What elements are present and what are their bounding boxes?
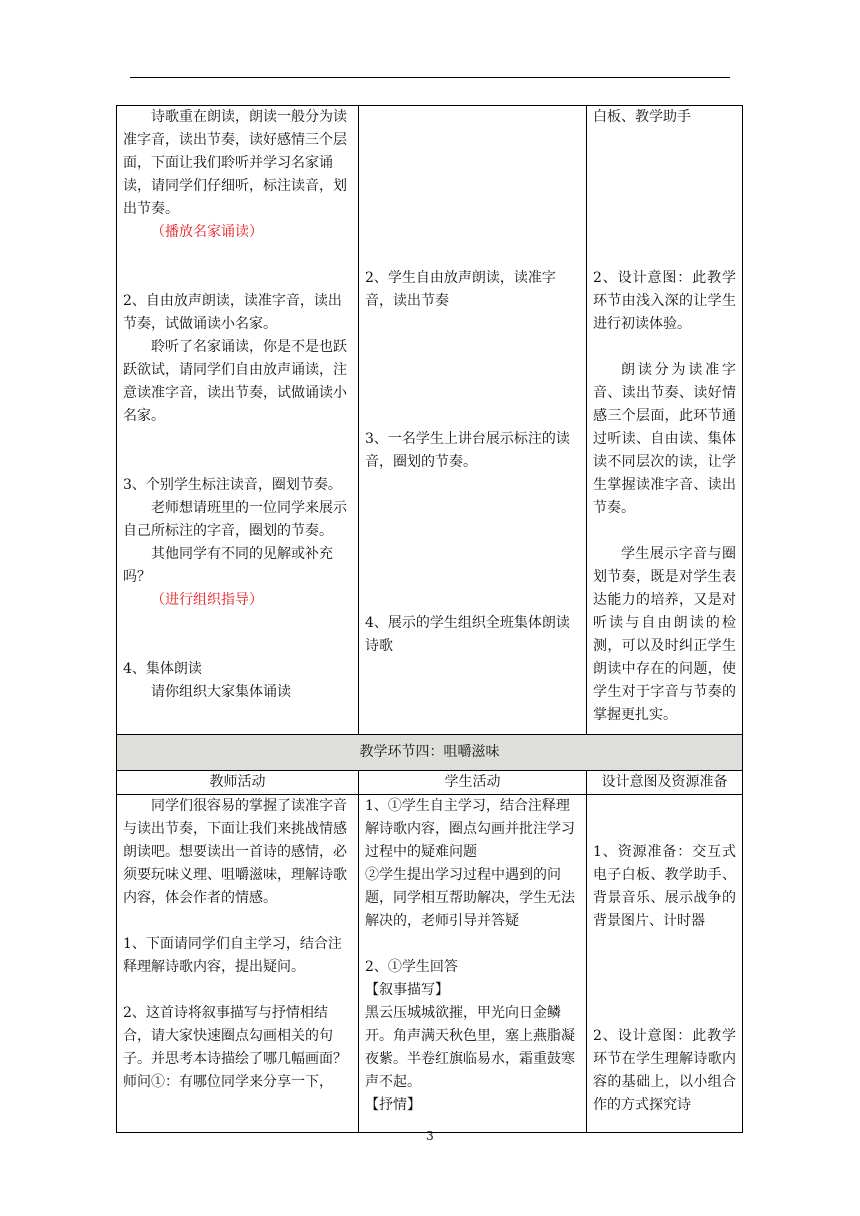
resource-prep: 1、资源准备：交互式电子白板、教学助手、背景音乐、展示战争的背景图片、计时器 <box>593 844 736 929</box>
teacher-step-4: 4、集体朗读 <box>123 661 202 677</box>
teacher-activity-cell <box>117 106 359 735</box>
teacher-paragraph: 请你组织大家集体诵读 <box>151 684 291 700</box>
teacher-step-2: 2、自由放声朗读，读准字音，读出节奏，试做诵读小名家。 <box>123 293 342 332</box>
teacher-paragraph: 其他同学有不同的见解或补充吗？ <box>123 546 333 585</box>
narrative-heading: 【叙事描写】 <box>365 982 449 998</box>
column-header-student: 学生活动 <box>359 771 587 795</box>
design-intent-2: 2、设计意图：此教学环节在学生理解诗歌内容的基础上，以小组合作的方式探究诗 <box>593 1028 736 1113</box>
teacher-note-red: （播放名家诵读） <box>151 224 263 240</box>
table-row <box>117 106 743 735</box>
teacher-paragraph: 老师想请班里的一位同学来展示自己所标注的字音，圈划的节奏。 <box>123 500 347 539</box>
student-step-2: 2、学生自由放声朗读，读准字音，读出节奏 <box>365 270 556 309</box>
teacher-note-red: （进行组织指导） <box>151 592 263 608</box>
student-step-2: 2、①学生回答 <box>365 959 458 975</box>
teacher-question: 师问①：有哪位同学来分享一下， <box>123 1074 333 1090</box>
student-step-3: 3、一名学生上讲台展示标注的读音，圈划的节奏。 <box>365 431 570 470</box>
teacher-activity-cell <box>117 795 359 1133</box>
teacher-step-2: 2、这首诗将叙事描写与抒情相结合，请大家快速圈点勾画相关的句子。并思考本诗描绘了哪几幅画面？ <box>123 1005 347 1067</box>
design-paragraph: 朗读分为读准字音、读出节奏、读好情感三个层面，此环节通过听读、自由读、集体读不同层次的读，让学生掌握读准字音、读出节奏。 <box>593 362 736 516</box>
design-intent-cell <box>587 106 743 735</box>
design-paragraph: 学生展示字音与圈划节奏，既是对学生表达能力的培养，又是对听读与自由朗读的检测，可以及时纠正学生朗读中存在的问题，使学生对于字音与节奏的掌握更扎实。 <box>593 546 736 723</box>
teacher-paragraph: 聆听了名家诵读，你是不是也跃跃欲试，请同学们自由放声诵读，注意读准字音，读出节奏，试做诵读小名家。 <box>123 339 347 424</box>
column-header-teacher: 教师活动 <box>117 771 359 795</box>
student-step-4: 4、展示的学生组织全班集体朗读诗歌 <box>365 615 570 654</box>
student-activity-cell <box>359 795 587 1133</box>
teacher-step-3: 3、个别学生标注读音，圈划节奏。 <box>123 477 342 493</box>
page-number: 3 <box>426 1129 434 1143</box>
resource-text: 白板、教学助手 <box>593 109 691 125</box>
section-title-row <box>117 735 743 771</box>
section-title: 教学环节四：咀嚼滋味 <box>117 735 743 771</box>
student-step-1b: ②学生提出学习过程中遇到的问题，同学相互帮助解决，学生无法解决的，老师引导并答疑 <box>365 867 575 929</box>
student-step-1: 1、①学生自主学习，结合注释理解诗歌内容，圈点勾画并批注学习过程中的疑难问题 <box>365 798 575 860</box>
table-row <box>117 795 743 1133</box>
design-intent-2: 2、设计意图：此教学环节由浅入深的让学生进行初读体验。 <box>593 270 736 332</box>
lesson-plan-table <box>116 105 743 1133</box>
poem-lines: 黑云压城城欲摧，甲光向日金鳞开。角声满天秋色里，塞上燕脂凝夜紫。半卷红旗临易水，霜重鼓寒声不起。 <box>365 1005 575 1090</box>
column-header-design: 设计意图及资源准备 <box>587 771 743 795</box>
design-intent-cell <box>587 795 743 1133</box>
student-activity-cell <box>359 106 587 735</box>
column-header-row <box>117 771 743 795</box>
lyric-heading: 【抒情】 <box>365 1097 421 1113</box>
teacher-step-1: 1、下面请同学们自主学习，结合注释理解诗歌内容，提出疑问。 <box>123 936 342 975</box>
teacher-paragraph: 同学们很容易的掌握了读准字音与读出节奏，下面让我们来挑战情感朗读吧。想要读出一首诗的感情，必须要玩味义理、咀嚼滋味，理解诗歌内容，体会作者的情感。 <box>123 798 347 906</box>
header-rule <box>130 77 730 78</box>
teacher-paragraph: 诗歌重在朗读，朗读一般分为读准字音，读出节奏，读好感情三个层面，下面让我们聆听并学习名家诵读，请同学们仔细听，标注读音，划出节奏。 <box>123 109 347 217</box>
